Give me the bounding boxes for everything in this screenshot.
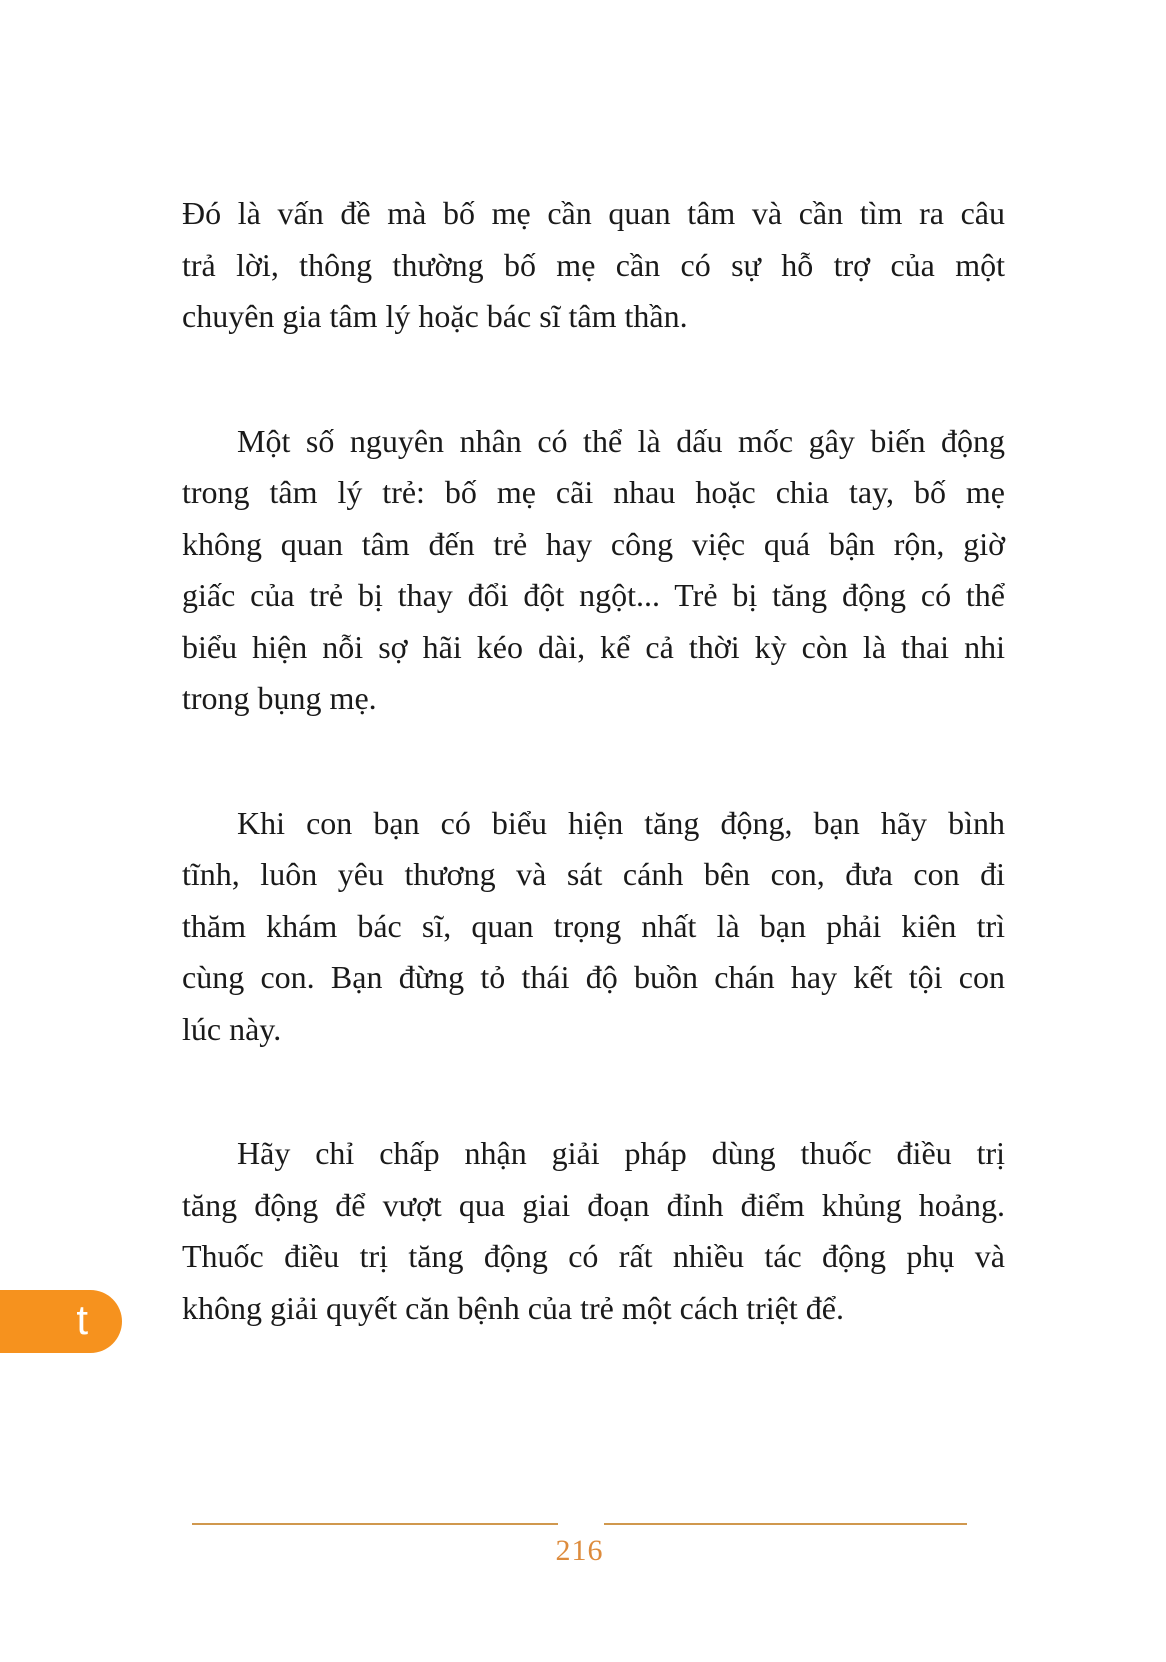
text-line: trả lời, thông thường bố mẹ cần có sự hỗ trợ của một bbox=[182, 246, 1005, 283]
text-line: tăng động để vượt qua giai đoạn đỉnh điểm khủng hoảng. bbox=[182, 1186, 1005, 1223]
text-line: giấc của trẻ bị thay đổi đột ngột... Trẻ bị tăng động có thể bbox=[182, 577, 1005, 613]
text-line: biểu hiện nỗi sợ hãi kéo dài, kể cả thời kỳ còn là thai nhi bbox=[182, 628, 1005, 665]
text-line: chuyên gia tâm lý hoặc bác sĩ tâm thần. bbox=[182, 298, 688, 334]
footer-rule-right bbox=[604, 1523, 967, 1525]
text-line: không quan tâm đến trẻ hay công việc quá bận rộn, giờ bbox=[182, 525, 1005, 562]
text-line: Đó là vấn đề mà bố mẹ cần quan tâm và cần tìm ra câu bbox=[182, 195, 1005, 231]
text-line: thăm khám bác sĩ, quan trọng nhất là bạn phải kiên trì bbox=[182, 907, 1005, 944]
text-line: Hãy chỉ chấp nhận giải pháp dùng thuốc điều trị bbox=[237, 1135, 1005, 1171]
text-line: trong bụng mẹ. bbox=[182, 680, 377, 716]
paragraph bbox=[182, 416, 1005, 725]
text-line: cùng con. Bạn đừng tỏ thái độ buồn chán hay kết tội con bbox=[182, 959, 1005, 995]
thumb-index-tab-letter: t bbox=[76, 1295, 88, 1343]
text-line: trong tâm lý trẻ: bố mẹ cãi nhau hoặc chia tay, bố mẹ bbox=[182, 474, 1005, 510]
paragraph bbox=[182, 188, 1005, 343]
text-line: tĩnh, luôn yêu thương và sát cánh bên con, đưa con đi bbox=[182, 856, 1005, 892]
text-line: Một số nguyên nhân có thể là dấu mốc gây biến động bbox=[237, 422, 1005, 459]
text-line: Khi con bạn có biểu hiện tăng động, bạn hãy bình bbox=[237, 804, 1005, 841]
thumb-index-tab bbox=[0, 1290, 122, 1353]
page-number: 216 bbox=[555, 1534, 604, 1567]
text-line: không giải quyết căn bệnh của trẻ một cách triệt để. bbox=[182, 1289, 844, 1326]
text-line: Thuốc điều trị tăng động có rất nhiều tác động phụ và bbox=[182, 1238, 1005, 1274]
footer-rule-left bbox=[192, 1523, 558, 1525]
paragraph bbox=[182, 1128, 1005, 1334]
paragraph bbox=[182, 798, 1005, 1056]
page-body-text bbox=[182, 0, 1005, 1334]
text-line: lúc này. bbox=[182, 1010, 282, 1047]
